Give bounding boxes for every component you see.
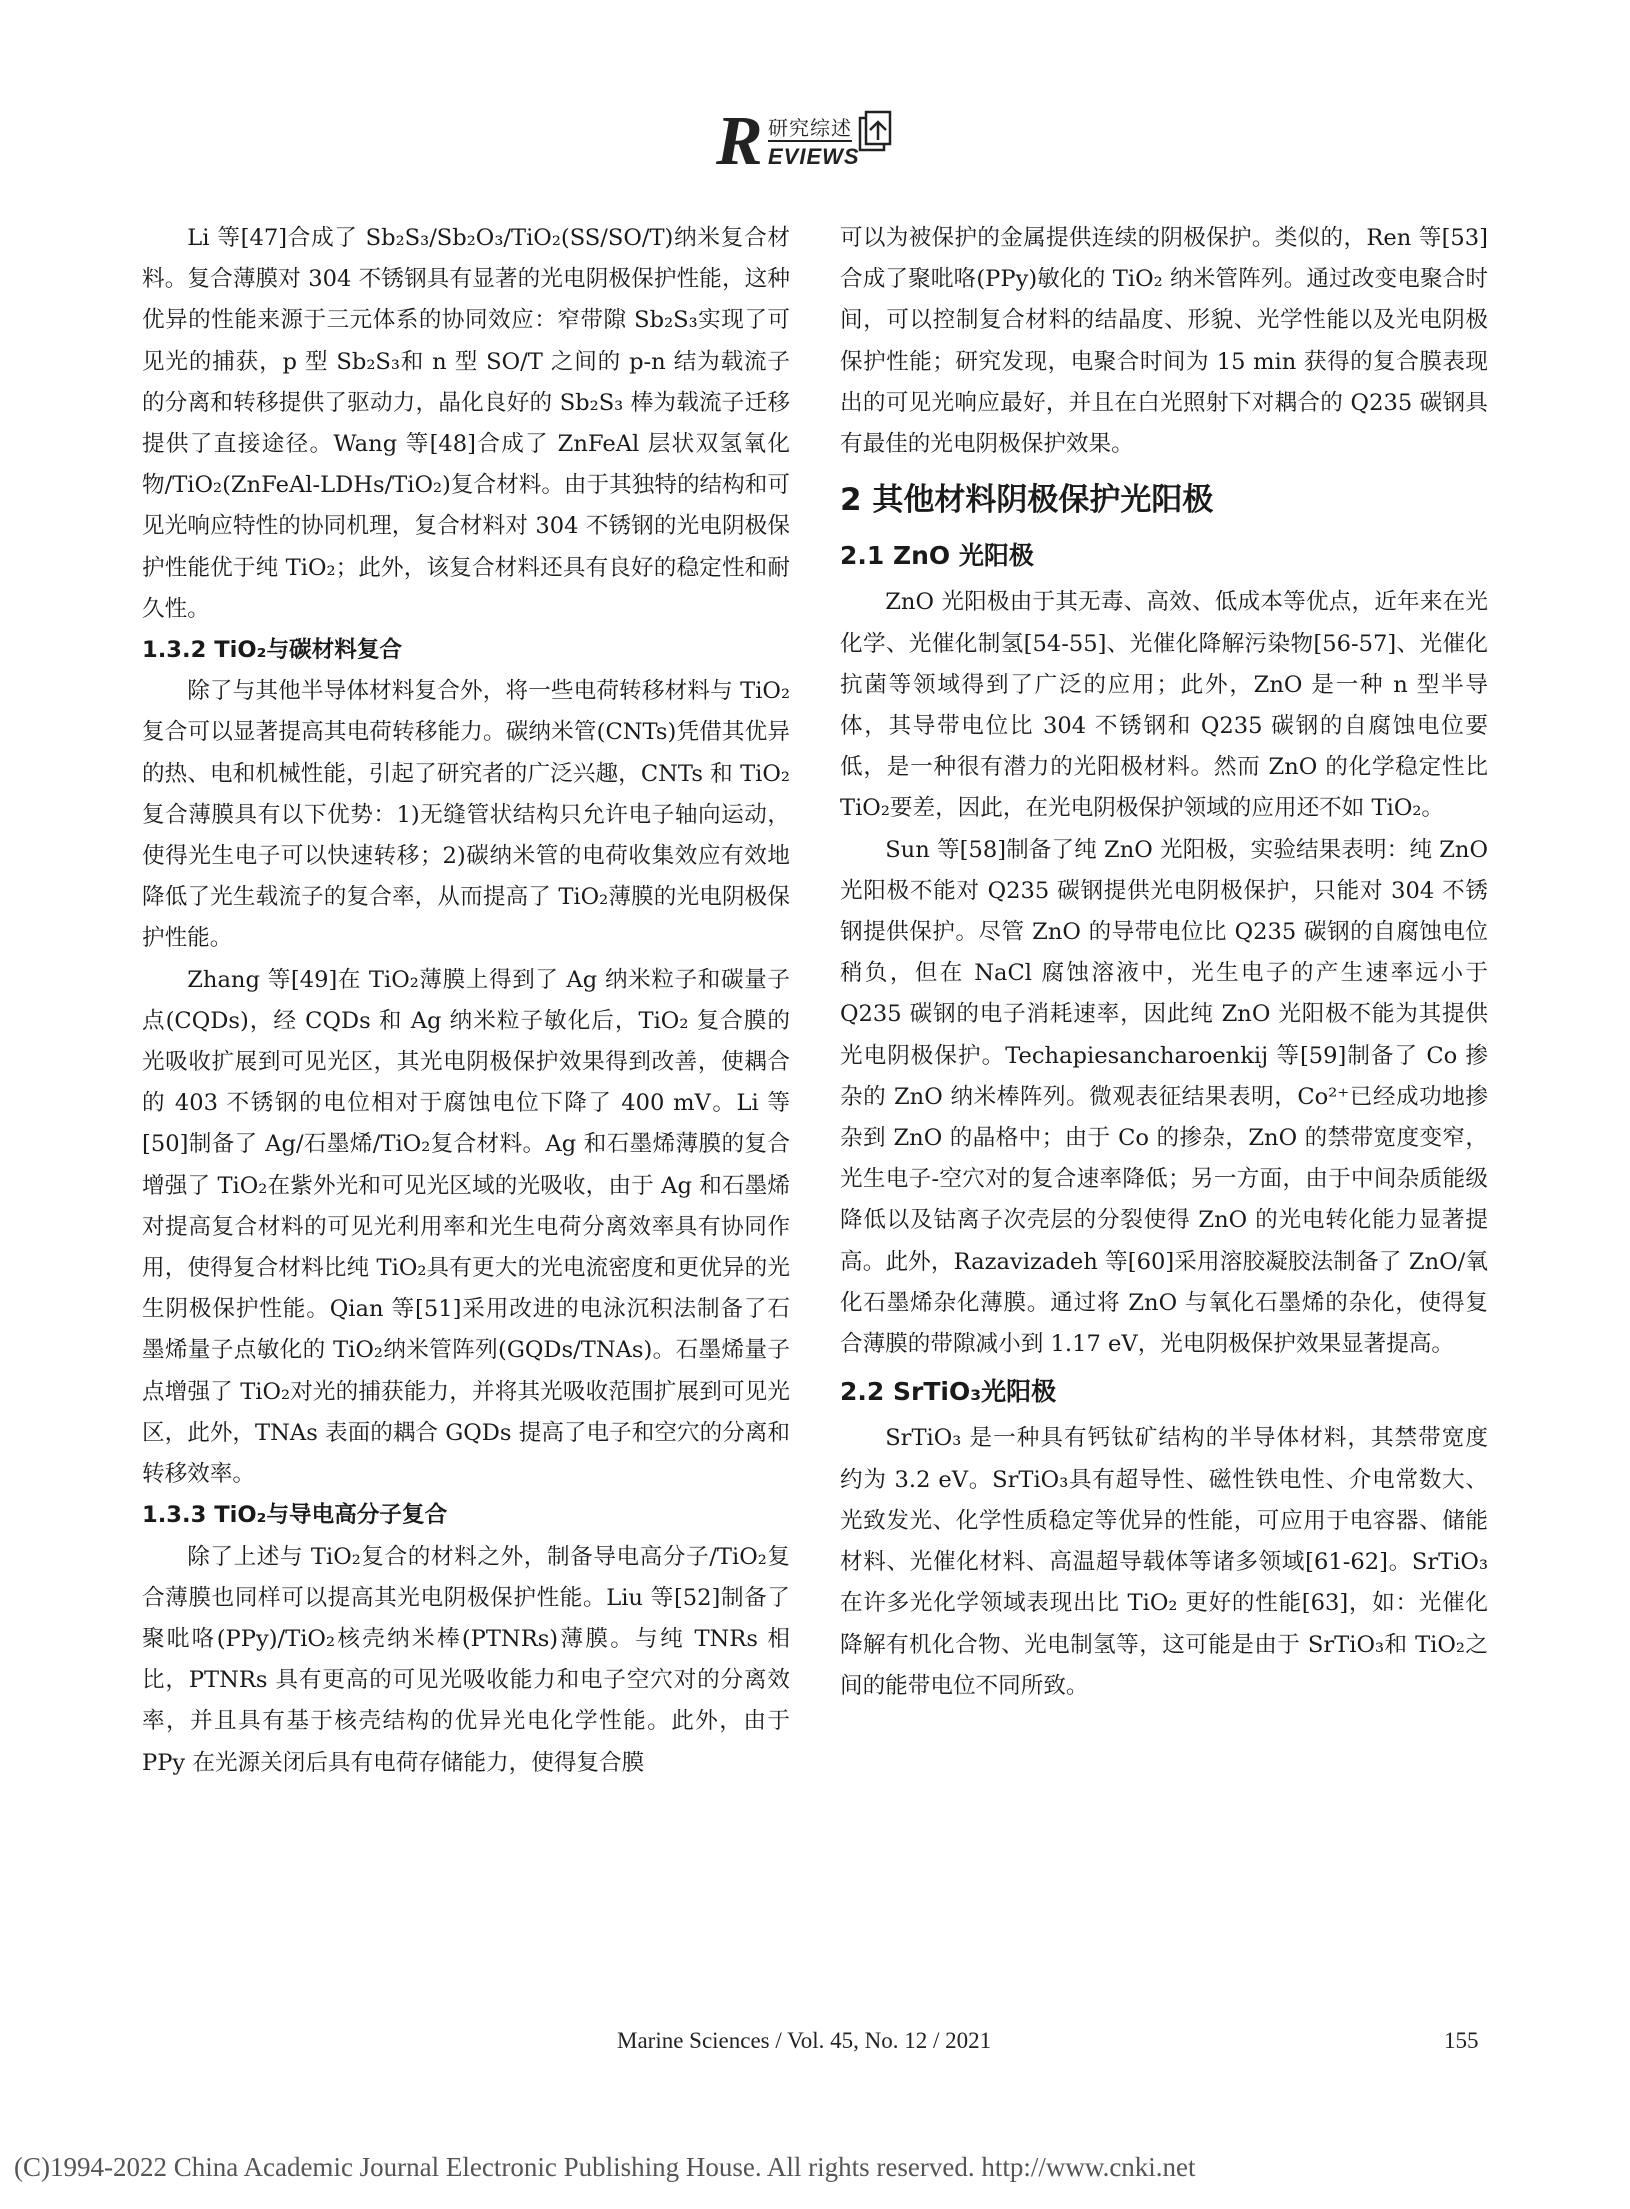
- copyright-notice: (C)1994-2022 China Academic Journal Electronic Publishing House. All rights reserved. http://www.cnki.net: [14, 2152, 1196, 2182]
- right-column: [840, 218, 1488, 1707]
- right-paragraph-3: Sun 等[58]制备了纯 ZnO 光阳极，实验结果表明：纯 ZnO 光阳极不能对 Q235 碳钢提供光电阴极保护，只能对 304 不锈钢提供保护。尽管 ZnO 的导带电位比 Q235 碳钢的自腐蚀电位稍负，但在 NaCl 腐蚀溶液中，光生电子的产生速率远小于 Q235 碳钢的电子消耗速率，因此纯 ZnO 光阳极不能为其提供光电阴极保护。Techapiesancharoenkij 等[59]制备了 Co 掺杂的 ZnO 纳米棒阵列。微观表征结果表明，Co²⁺已经成功地掺杂到 ZnO 的晶格中；由于 Co 的掺杂，ZnO 的禁带宽度变窄，光生电子-空穴对的复合速率降低；另一方面，由于中间杂质能级降低以及钴离子次壳层的分裂使得 ZnO 的光电转化能力显著提高。此外，Razavizadeh 等[60]采用溶胶凝胶法制备了 ZnO/氧化石墨烯杂化薄膜。通过将 ZnO 与氧化石墨烯的杂化，使得复合薄膜的带隙减小到 1.17 eV，光电阴极保护效果显著提高。: [840, 836, 1488, 1358]
- heading-2-2: 2.2 SrTiO₃光阳极: [840, 1377, 1057, 1407]
- left-paragraph-2: 除了与其他半导体材料复合外，将一些电荷转移材料与 TiO₂复合可以显著提高其电荷转移能力。碳纳米管(CNTs)凭借其优异的热、电和机械性能，引起了研究者的广泛兴趣，CNTs 和 TiO₂复合薄膜具有以下优势：1)无缝管状结构只允许电子轴向运动，使得光生电子可以快速转移；2)碳纳米管的电荷收集效应有效地降低了光生载流子的复合率，从而提高了 TiO₂薄膜的光电阴极保护性能。: [142, 678, 790, 952]
- logo-letter: R: [716, 103, 763, 180]
- heading-2-1: 2.1 ZnO 光阳极: [840, 541, 1034, 571]
- left-paragraph-4: 除了上述与 TiO₂复合的材料之外，制备导电高分子/TiO₂复合薄膜也同样可以提高其光电阴极保护性能。Liu 等[52]制备了聚吡咯(PPy)/TiO₂核壳纳米棒(PTNRs)薄膜。与纯 TNRs 相比，PTNRs 具有更高的可见光吸收能力和电子空穴对的分离效率，并且具有基于核壳结构的优异光电化学性能。此外，由于 PPy 在光源关闭后具有电荷存储能力，使得复合膜: [142, 1543, 790, 1776]
- footer-journal-citation: Marine Sciences / Vol. 45, No. 12 / 2021: [617, 2028, 992, 2053]
- logo-english-text: EVIEWS: [768, 144, 860, 169]
- right-paragraph-2: ZnO 光阳极由于其无毒、高效、低成本等优点，近年来在光化学、光催化制氢[54-55]、光催化降解污染物[56-57]、光催化抗菌等领域得到了广泛的应用；此外，ZnO 是一种 n 型半导体，其导带电位比 304 不锈钢和 Q235 碳钢的自腐蚀电位要低，是一种很有潜力的光阳极材料。然而 ZnO 的化学稳定性比 TiO₂要差，因此，在光电阴极保护领域的应用还不如 TiO₂。: [840, 589, 1488, 822]
- section-heading-2: 2 其他材料阴极保护光阳极: [840, 482, 1214, 519]
- left-paragraph-3: Zhang 等[49]在 TiO₂薄膜上得到了 Ag 纳米粒子和碳量子点(CQDs)，经 CQDs 和 Ag 纳米粒子敏化后，TiO₂ 复合膜的光吸收扩展到可见光区，其光电阴极保护效果得到改善，使耦合的 403 不锈钢的电位相对于腐蚀电位下降了 400 mV。Li 等[50]制备了 Ag/石墨烯/TiO₂复合材料。Ag 和石墨烯薄膜的复合增强了 TiO₂在紫外光和可见光区域的光吸收，由于 Ag 和石墨烯对提高复合材料的可见光利用率和光生电荷分离效率具有协同作用，使得复合材料比纯 TiO₂具有更大的光电流密度和更优异的光生阴极保护性能。Qian 等[51]采用改进的电泳沉积法制备了石墨烯量子点敏化的 TiO₂纳米管阵列(GQDs/TNAs)。石墨烯量子点增强了 TiO₂对光的捕获能力，并将其光吸收范围扩展到可见光区，此外，TNAs 表面的耦合 GQDs 提高了电子和空穴的分离和转移效率。: [142, 966, 790, 1488]
- page-number: 155: [1444, 2028, 1479, 2053]
- heading-1-3-3: 1.3.3 TiO₂与导电高分子复合: [142, 1502, 448, 1529]
- journal-logo: [716, 103, 916, 180]
- logo-chinese-text: 研究综述: [768, 116, 852, 140]
- heading-1-3-2: 1.3.2 TiO₂与碳材料复合: [142, 637, 403, 664]
- left-paragraph-1: Li 等[47]合成了 Sb₂S₃/Sb₂O₃/TiO₂(SS/SO/T)纳米复合材料。复合薄膜对 304 不锈钢具有显著的光电阴极保护性能，这种优异的性能来源于三元体系的协同效应：窄带隙 Sb₂S₃实现了可见光的捕获，p 型 Sb₂S₃和 n 型 SO/T 之间的 p-n 结为载流子的分离和转移提供了驱动力，晶化良好的 Sb₂S₃ 棒为载流子迁移提供了直接途径。Wang 等[48]合成了 ZnFeAl 层状双氢氧化物/TiO₂(ZnFeAl-LDHs/TiO₂)复合材料。由于其独特的结构和可见光响应特性的协同机理，复合材料对 304 不锈钢的光电阴极保护性能优于纯 TiO₂；此外，该复合材料还具有良好的稳定性和耐久性。: [142, 225, 790, 622]
- document-icon: [858, 110, 892, 154]
- right-paragraph-4: SrTiO₃ 是一种具有钙钛矿结构的半导体材料，其禁带宽度约为 3.2 eV。SrTiO₃具有超导性、磁性铁电性、介电常数大、光致发光、化学性质稳定等优异的性能，可应用于电容器、储能材料、光催化材料、高温超导载体等诸多领域[61-62]。SrTiO₃ 在许多光化学领域表现出比 TiO₂ 更好的性能[63]，如：光催化降解有机化合物、光电制氢等，这可能是由于 SrTiO₃和 TiO₂之间的能带电位不同所致。: [840, 1425, 1488, 1699]
- right-paragraph-1: 可以为被保护的金属提供连续的阴极保护。类似的，Ren 等[53]合成了聚吡咯(PPy)敏化的 TiO₂ 纳米管阵列。通过改变电聚合时间，可以控制复合材料的结晶度、形貌、光学性能以及光电阴极保护性能；研究发现，电聚合时间为 15 min 获得的复合膜表现出的可见光响应最好，并且在白光照射下对耦合的 Q235 碳钢具有最佳的光电阴极保护效果。: [840, 225, 1488, 458]
- left-column: [142, 218, 790, 1784]
- logo-divider: [768, 140, 852, 142]
